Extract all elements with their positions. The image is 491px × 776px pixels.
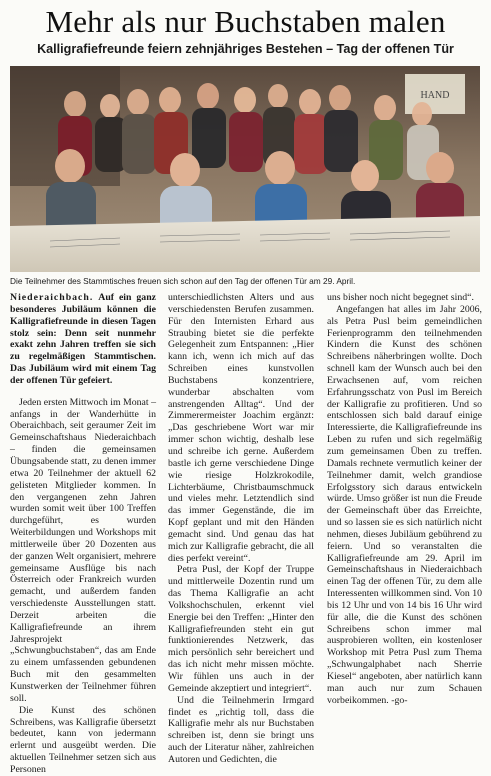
headline: Mehr als nur Buchstaben malen [45, 4, 446, 39]
paragraph: Und die Teilnehmerin Irmgard findet es „richtig toll, dass die Kalligrafie mehr als nur Buchstaben schreiben ist, denn sie bringt uns auch der Literatur näher, zahlreichen Autoren und Gedichten, die [168, 694, 314, 765]
paragraph: Petra Pusl, der Kopf der Truppe und mittlerweile Dozentin rund um das Thema Kalligrafie an acht Volkshochschulen, erkennt viel Energie bei den Treffen: „Hinter den Kalligrafiefreunden steht ein gut funktionierendes Netzwerk, das mich persönlich sehr bereichert und das ich nicht mehr missen möchte. Wir fühlen uns auch in der Gemeinde akzeptiert und integriert“. [168, 564, 314, 694]
text-column-1 [10, 292, 156, 776]
group-photo-illustration [10, 66, 480, 272]
photo-caption: Die Teilnehmer des Stammtisches freuen sich schon auf den Tag der offenen Tür am 29. April. [10, 276, 356, 286]
paragraph: Angefangen hat alles im Jahr 2006, als Petra Pusl beim gemeindlichen Ferienprogramm den teilnehmenden Kindern die Kunst des schönen Schreibens näherbringen wollte. Doch schnell kam der Wunsch auch bei den Erwachsenen auf, vom reichen Erfahrungsschatz von Pusl im Bereich der Kalligrafie zu profitieren. Und so entschlossen sich bald darauf einige Interessierte, die Kalligrafiefreunde ins Leben zu rufen und sich regelmäßig zum gemeinsamen Üben zu treffen. Damals rechnete vermutlich keiner der Teilnehmer damit, welch grandiose Erfolgsstory sich daraus entwickeln würde. Umso größer ist nun die Freude der Gemeinschaft über das Erreichte, und so lassen sie es sich natürlich nicht nehmen, dieses Jubiläum gebührend zu feiern. Und so veranstalten die Kalligrafiefreunde am 29. April im Gemeinschaftshaus in Niederaichbach einen Tag der offenen Tür, zu dem alle Interessenten willkommen sind. Von 10 bis 12 Uhr und von 14 bis 16 Uhr wird für alle, die die Kunst des schönen Schreibens schon immer mal ausprobieren wollten, ein kostenloser Workshop mit Petra Pusl zum Thema „Schwungalphabet nach Sherrie Kiesel“ angeboten, aber natürlich kann man auch nur zum Schauen vorbeikommen. -go- [327, 303, 483, 706]
group-photo [10, 66, 480, 272]
dateline: Niederaichbach. [10, 292, 94, 303]
paragraph: unterschiedlichsten Alters und aus verschiedensten Berufen zusammen. Für den Internisten Erhard aus Straubing bietet sie die perfekte Gelegenheit zum Entspannen: „Hier kann ich, wenn ich mich auf das Schreiben eines kunstvollen Buchstabens konzentriere, wunderbar abschalten vom anstrengenden Alltag“. Und der Zimmerermeister Joachim ergänzt: „Das geschriebene Wort war mir immer schon wichtig, deshalb lese und schreibe ich gerne. Außerdem bastle ich gerne verschiedene Dinge wie riesige Holzkrokodile, Lichterbäume, Christbaumschmuck und vieles mehr. Letztendlich sind das immer Gegenstände, die im Kopf geplant und mit den Händen gemacht sind. Und genau das hat mich zur Kalligrafie gebracht, die all dies perfekt vereint“. [168, 292, 314, 564]
paragraph: Jeden ersten Mittwoch im Monat – anfangs in der Wanderhütte in Oberaichbach, seit geraumer Zeit im Gemeinschaftshaus Niederaichbach – finden die gemeinsamen Übungsabende statt, zu denen immer etwa 20 Teilnehmer der aktuell 62 gelisteten Mitglieder kommen. In den vergangenen zehn Jahren wurden somit weit über 100 Treffen durchgeführt, es wurden Weiterbildungen und Workshops mit mittlerweile über 20 Dozenten aus der ganzen Welt organisiert, mehrere gemeinsame Ausflüge bis nach Österreich oder Frankreich wurden gemacht, und außerdem fanden verschiedenste Ausstellungen statt. Derzeit arbeiten die Kalligrafiefreunde an ihrem Jahresprojekt „Schwungbuchstaben“, das am Ende zu einem umfassenden gebundenen Buch mit den gesammelten Kunstwerken der Teilnehmer führen soll. [10, 396, 156, 704]
sign-text: HAND [420, 90, 450, 101]
paragraph: Die Kunst des schönen Schreibens, was Kalligrafie übersetzt bedeutet, kann von jedermann erlernt und ausgeübt werden. Die aktuellen Teilnehmer setzen sich aus Personen [10, 704, 156, 775]
text-column-3 [327, 292, 482, 707]
paragraph: uns bisher noch nicht begegnet sind“. [327, 292, 474, 303]
subheadline: Kalligrafiefreunde feiern zehnjähriges Bestehen – Tag der offenen Tür [37, 42, 454, 56]
lead-paragraph: Auf ein ganz besonderes Jubiläum können die Kalligrafiefreunde in diesen Tagen stolz sein: Denn seit nunmehr exakt zehn Jahren treffen sie sich zu regelmäßigen Stammtischen. Das Jubiläum wird mit einem Tag der offenen Tür gefeiert. [10, 292, 156, 386]
text-column-2 [168, 292, 314, 766]
